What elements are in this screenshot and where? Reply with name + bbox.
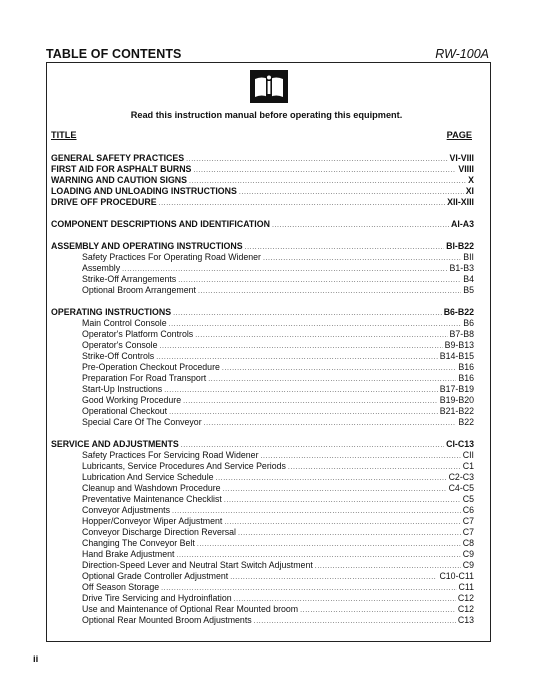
toc-entry-page: B22: [458, 417, 474, 427]
dot-leader: [272, 220, 449, 231]
toc-entry-page: B4: [463, 274, 474, 284]
toc-entry-page: BI-B22: [446, 241, 474, 251]
toc-entry: [82, 582, 474, 593]
column-header-title: TITLE: [51, 130, 77, 140]
toc-entry-page: C7: [462, 516, 474, 526]
toc-entry-page: B9-B13: [444, 340, 474, 350]
toc-entry-page: VI-VIII: [449, 153, 474, 163]
toc-entry-page: C9: [462, 560, 474, 570]
toc-entry-page: B7-B8: [449, 329, 474, 339]
toc-entry-title: Lubrication And Service Schedule: [82, 472, 214, 482]
toc-entry-page: C6: [462, 505, 474, 515]
toc-entry-title: Optional Broom Arrangement: [82, 285, 196, 295]
toc-entry: [51, 241, 474, 252]
toc-entry: [51, 219, 474, 230]
toc-entry: [51, 175, 474, 186]
toc-entry-page: B16: [458, 362, 474, 372]
toc-entry: [82, 285, 474, 296]
toc-entry: [82, 505, 474, 516]
toc-entry-title: Operator's Console: [82, 340, 158, 350]
toc-entry: [51, 153, 474, 164]
toc-entry-page: C9: [462, 549, 474, 559]
toc-entry-title: LOADING AND UNLOADING INSTRUCTIONS: [51, 186, 237, 196]
toc-entry: [82, 274, 474, 285]
toc-entry: [82, 516, 474, 527]
toc-entry-page: B21-B22: [439, 406, 474, 416]
toc-entry-title: Off Season Storage: [82, 582, 160, 592]
toc-entry-title: Preparation For Road Transport: [82, 373, 207, 383]
toc-entry-title: GENERAL SAFETY PRACTICES: [51, 153, 185, 163]
toc-entry-page: XI: [465, 186, 474, 196]
toc-entry-title: Safety Practices For Servicing Road Widener: [82, 450, 259, 460]
toc-entry: [82, 351, 474, 362]
toc-entry-title: Use and Maintenance of Optional Rear Mounted broom: [82, 604, 299, 614]
toc-entry-page: C4-C5: [448, 483, 474, 493]
toc-entry: [51, 164, 474, 175]
toc-entry-page: VIIII: [458, 164, 474, 174]
toc-entry-page: C2-C3: [448, 472, 474, 482]
dot-leader: [204, 418, 457, 429]
page-number: ii: [33, 654, 39, 665]
toc-entry: [82, 461, 474, 472]
toc-entry-title: SERVICE AND ADJUSTMENTS: [51, 439, 179, 449]
toc-entry-page: B17-B19: [439, 384, 474, 394]
toc-entry-page: C10-C11: [439, 571, 474, 581]
toc-entry-title: Preventative Maintenance Checklist: [82, 494, 222, 504]
toc-entry-title: Strike-Off Arrangements: [82, 274, 177, 284]
toc-entry: [82, 483, 474, 494]
toc-entry-title: Operator's Platform Controls: [82, 329, 194, 339]
toc-entry-page: C12: [457, 604, 474, 614]
toc-entry-title: Drive Tire Servicing and Hydroinflation: [82, 593, 232, 603]
toc-entry-title: Safety Practices For Operating Road Widener: [82, 252, 261, 262]
toc-entry-page: CI-C13: [446, 439, 474, 449]
toc-entry: [51, 439, 474, 450]
toc-entry: [82, 472, 474, 483]
read-manual-notice: Read this instruction manual before operating this equipment.: [130, 110, 403, 120]
dot-leader: [198, 286, 461, 297]
toc-entry-title: Optional Rear Mounted Broom Adjustments: [82, 615, 252, 625]
toc-entry-title: WARNING AND CAUTION SIGNS: [51, 175, 188, 185]
toc-entry-title: Operational Checkout: [82, 406, 168, 416]
toc-entry-page: AI-A3: [451, 219, 474, 229]
toc-entry-page: XII-XIII: [447, 197, 474, 207]
toc-entry: [82, 450, 474, 461]
toc-entry: [82, 263, 474, 274]
toc-entry: [82, 318, 474, 329]
toc-entry: [82, 571, 474, 582]
toc-entry-title: Cleanup and Washdown Procedure: [82, 483, 221, 493]
toc-entry: [51, 186, 474, 197]
toc-entry-page: B14-B15: [439, 351, 474, 361]
column-header-page: PAGE: [446, 130, 472, 140]
dot-leader: [254, 616, 456, 627]
toc-entry-title: Conveyor Adjustments: [82, 505, 171, 515]
dot-leader: [159, 198, 446, 209]
toc-entry-page: B19-B20: [439, 395, 474, 405]
toc-entry-page: C12: [457, 593, 474, 603]
toc-entry-page: CII: [462, 450, 474, 460]
toc-entry-title: Good Working Procedure: [82, 395, 182, 405]
toc-entry-title: Changing The Conveyor Belt: [82, 538, 195, 548]
toc-entry-title: Hopper/Conveyor Wiper Adjustment: [82, 516, 223, 526]
toc-entry-page: BII: [463, 252, 474, 262]
toc-entry: [82, 329, 474, 340]
toc-entry-page: B6-B22: [443, 307, 474, 317]
toc-entry: [82, 362, 474, 373]
toc-entry-page: C11: [458, 582, 474, 592]
toc-entry-title: ASSEMBLY AND OPERATING INSTRUCTIONS: [51, 241, 243, 251]
toc-entry: [82, 560, 474, 571]
header-title: TABLE OF CONTENTS: [46, 47, 182, 61]
toc-entry-title: Hand Brake Adjustment: [82, 549, 175, 559]
toc-entry: [82, 593, 474, 604]
toc-entry: [82, 340, 474, 351]
toc-entry-title: Start-Up Instructions: [82, 384, 163, 394]
toc-entry-title: Special Care Of The Conveyor: [82, 417, 202, 427]
toc-entry: [82, 395, 474, 406]
toc-entry-title: DRIVE OFF PROCEDURE: [51, 197, 157, 207]
toc-entry-page: C7: [462, 527, 474, 537]
toc-entry-page: X: [468, 175, 474, 185]
toc-entry-title: Direction-Speed Lever and Neutral Start Switch Adjustment: [82, 560, 313, 570]
toc-entry-title: Optional Grade Controller Adjustment: [82, 571, 229, 581]
toc-entry: [82, 494, 474, 505]
toc-entry: [82, 615, 474, 626]
toc-entry-page: B5: [463, 285, 474, 295]
toc-entry-title: Pre-Operation Checkout Procedure: [82, 362, 220, 372]
toc-entry-title: Lubricants, Service Procedures And Service Periods: [82, 461, 286, 471]
toc-entry-title: COMPONENT DESCRIPTIONS AND IDENTIFICATION: [51, 219, 270, 229]
toc-entry: [82, 373, 474, 384]
toc-entry-page: B1-B3: [449, 263, 474, 273]
toc-entry-title: FIRST AID FOR ASPHALT BURNS: [51, 164, 192, 174]
toc-entry: [82, 549, 474, 560]
toc-entry-page: B16: [458, 373, 474, 383]
toc-entry: [82, 604, 474, 615]
toc-entry-page: C5: [462, 494, 474, 504]
model-number: RW-100A: [435, 47, 489, 61]
toc-entry: [51, 307, 474, 318]
toc-entry: [82, 384, 474, 395]
toc-entry-title: Strike-Off Controls: [82, 351, 155, 361]
toc-entry-title: Main Control Console: [82, 318, 167, 328]
toc-entry-page: C13: [457, 615, 474, 625]
toc-entry-page: C1: [462, 461, 474, 471]
toc-entry: [82, 538, 474, 549]
toc-entry: [82, 252, 474, 263]
toc-entry-title: Assembly: [82, 263, 121, 273]
toc-entry-title: OPERATING INSTRUCTIONS: [51, 307, 172, 317]
toc-entry-page: B6: [463, 318, 474, 328]
toc-entry-page: C8: [462, 538, 474, 548]
toc-entry: [82, 406, 474, 417]
toc-entry: [51, 197, 474, 208]
toc-entry: [82, 417, 474, 428]
toc-entry-title: Conveyor Discharge Direction Reversal: [82, 527, 237, 537]
toc-entry: [82, 527, 474, 538]
